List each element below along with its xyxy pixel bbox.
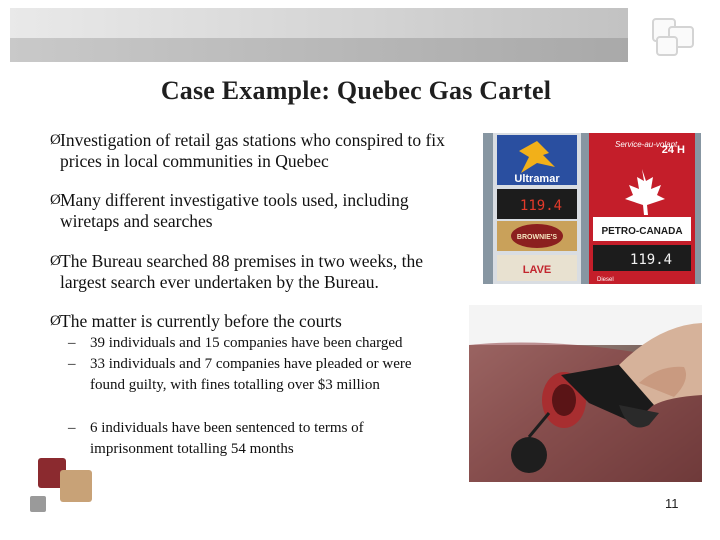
sub-bullet-text: 33 individuals and 7 companies have pleaded or were found guilty, with fines totalling over $3 million <box>90 356 412 393</box>
decor-square-gray <box>30 496 46 512</box>
brand-ultramar-text: Ultramar <box>514 173 560 185</box>
gas-station-signs-photo <box>483 133 701 284</box>
arrow-bullet-icon: Ø <box>50 192 61 208</box>
price-left-text: 119.4 <box>519 198 563 214</box>
header-bar-highlight <box>10 8 628 38</box>
bullet-text: Investigation of retail gas stations who conspired to fix prices in local communities in Quebec <box>60 130 445 171</box>
slide-title: Case Example: Quebec Gas Cartel <box>160 76 552 105</box>
decor-square-tan <box>60 470 92 502</box>
sign-24h-text: 24 H <box>661 144 685 156</box>
label-diesel-text: Diesel <box>597 277 614 283</box>
brand-lave-text: LAVE <box>522 264 552 276</box>
arrow-bullet-icon: Ø <box>50 132 61 148</box>
page-number: 11 <box>665 496 679 511</box>
fuel-nozzle-photo <box>469 305 702 482</box>
sub-bullet-text: 6 individuals have been sentenced to terms of imprisonment totalling 54 months <box>90 420 364 457</box>
sub-bullet-text: 39 individuals and 15 companies have been charged <box>90 335 403 351</box>
dash-bullet-icon: – <box>68 356 76 372</box>
sign-service-text: Service-au-volant <box>615 140 678 149</box>
bullet-text: The matter is currently before the courts <box>60 311 342 331</box>
arrow-bullet-icon: Ø <box>50 313 61 329</box>
corner-decoration-square <box>656 36 678 56</box>
price-right-text: 119.4 <box>629 252 673 268</box>
brand-browns-text: BROWNIE'S <box>516 234 558 241</box>
brand-petrocanada-text: PETRO-CANADA <box>601 226 683 237</box>
dash-bullet-icon: – <box>68 420 76 436</box>
bullet-text: Many different investigative tools used, including wiretaps and searches <box>60 190 409 231</box>
dash-bullet-icon: – <box>68 335 76 351</box>
bullet-text: The Bureau searched 88 premises in two weeks, the largest search ever undertaken by the Bureau. <box>60 251 424 292</box>
arrow-bullet-icon: Ø <box>50 253 61 269</box>
